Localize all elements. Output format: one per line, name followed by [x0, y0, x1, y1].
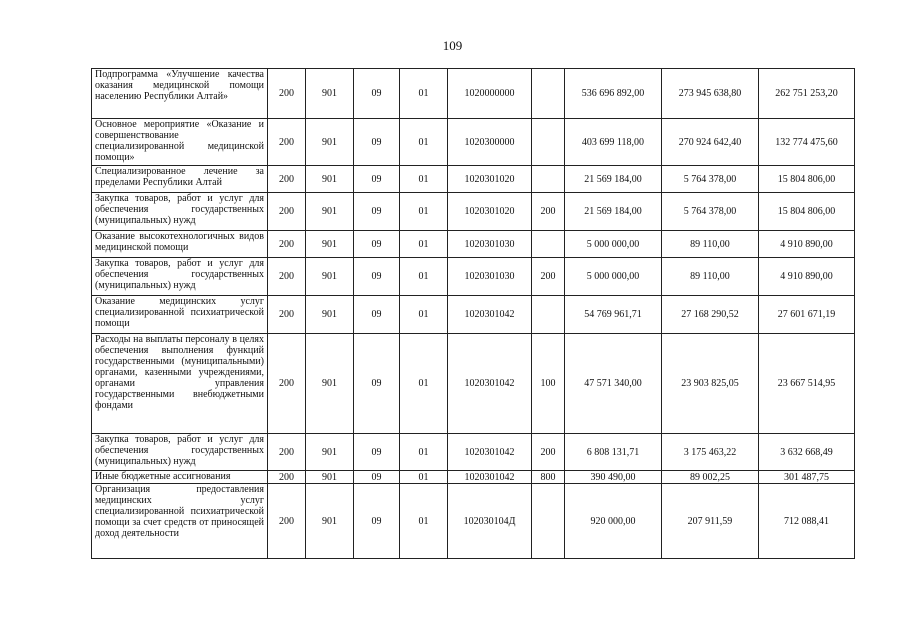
approved-amount-cell: 403 699 118,00	[565, 119, 662, 166]
table-row	[92, 334, 855, 434]
row-name-cell: Расходы на выплаты персоналу в целях обеспечения выполнения функций государственными (муниципальными) органами, казенными учреждениями, органами управления государственными внебюджетными фондами	[92, 334, 268, 434]
target-code-cell: 1020301042	[448, 471, 532, 484]
subsection-code-cell: 01	[400, 484, 448, 559]
table-row	[92, 193, 855, 231]
ministry-code-cell: 901	[306, 434, 354, 471]
executed-amount-cell: 207 911,59	[662, 484, 759, 559]
table-row	[92, 434, 855, 471]
ministry-code-cell: 901	[306, 471, 354, 484]
code-200-cell: 200	[268, 334, 306, 434]
expense-type-cell	[532, 296, 565, 334]
budget-table	[91, 68, 855, 559]
remaining-amount-cell: 15 804 806,00	[759, 166, 855, 193]
table-row	[92, 471, 855, 484]
subsection-code-cell: 01	[400, 231, 448, 258]
row-name-cell: Иные бюджетные ассигнования	[92, 471, 268, 484]
subsection-code-cell: 01	[400, 434, 448, 471]
subsection-code-cell: 01	[400, 296, 448, 334]
expense-type-cell: 200	[532, 258, 565, 296]
table-row	[92, 119, 855, 166]
section-code-cell: 09	[354, 258, 400, 296]
row-name-cell: Закупка товаров, работ и услуг для обеспечения государственных (муниципальных) нужд	[92, 434, 268, 471]
code-200-cell: 200	[268, 484, 306, 559]
section-code-cell: 09	[354, 296, 400, 334]
subsection-code-cell: 01	[400, 166, 448, 193]
expense-type-cell: 200	[532, 193, 565, 231]
code-200-cell: 200	[268, 296, 306, 334]
code-200-cell: 200	[268, 193, 306, 231]
expense-type-cell: 100	[532, 334, 565, 434]
approved-amount-cell: 21 569 184,00	[565, 166, 662, 193]
approved-amount-cell: 5 000 000,00	[565, 258, 662, 296]
table-row	[92, 484, 855, 559]
remaining-amount-cell: 15 804 806,00	[759, 193, 855, 231]
ministry-code-cell: 901	[306, 258, 354, 296]
remaining-amount-cell: 712 088,41	[759, 484, 855, 559]
remaining-amount-cell: 27 601 671,19	[759, 296, 855, 334]
executed-amount-cell: 23 903 825,05	[662, 334, 759, 434]
page-number: 109	[442, 38, 463, 53]
remaining-amount-cell: 23 667 514,95	[759, 334, 855, 434]
code-200-cell: 200	[268, 166, 306, 193]
target-code-cell: 1020301020	[448, 166, 532, 193]
expense-type-cell: 200	[532, 434, 565, 471]
approved-amount-cell: 536 696 892,00	[565, 69, 662, 119]
target-code-cell: 1020301020	[448, 193, 532, 231]
ministry-code-cell: 901	[306, 484, 354, 559]
remaining-amount-cell: 4 910 890,00	[759, 231, 855, 258]
table-row	[92, 231, 855, 258]
section-code-cell: 09	[354, 334, 400, 434]
executed-amount-cell: 5 764 378,00	[662, 166, 759, 193]
target-code-cell: 1020301042	[448, 334, 532, 434]
target-code-cell: 102030104Д	[448, 484, 532, 559]
ministry-code-cell: 901	[306, 166, 354, 193]
code-200-cell: 200	[268, 231, 306, 258]
executed-amount-cell: 89 110,00	[662, 231, 759, 258]
executed-amount-cell: 89 110,00	[662, 258, 759, 296]
expense-type-cell	[532, 231, 565, 258]
section-code-cell: 09	[354, 471, 400, 484]
target-code-cell: 1020301042	[448, 296, 532, 334]
remaining-amount-cell: 4 910 890,00	[759, 258, 855, 296]
approved-amount-cell: 390 490,00	[565, 471, 662, 484]
target-code-cell: 1020301030	[448, 258, 532, 296]
subsection-code-cell: 01	[400, 69, 448, 119]
approved-amount-cell: 21 569 184,00	[565, 193, 662, 231]
ministry-code-cell: 901	[306, 334, 354, 434]
row-name-cell: Оказание медицинских услуг специализированной психиатрической помощи	[92, 296, 268, 334]
remaining-amount-cell: 262 751 253,20	[759, 69, 855, 119]
remaining-amount-cell: 3 632 668,49	[759, 434, 855, 471]
section-code-cell: 09	[354, 434, 400, 471]
subsection-code-cell: 01	[400, 258, 448, 296]
section-code-cell: 09	[354, 231, 400, 258]
expense-type-cell	[532, 166, 565, 193]
expense-type-cell	[532, 119, 565, 166]
subsection-code-cell: 01	[400, 471, 448, 484]
ministry-code-cell: 901	[306, 231, 354, 258]
ministry-code-cell: 901	[306, 69, 354, 119]
subsection-code-cell: 01	[400, 193, 448, 231]
executed-amount-cell: 89 002,25	[662, 471, 759, 484]
code-200-cell: 200	[268, 69, 306, 119]
row-name-cell: Основное мероприятие «Оказание и совершенствование специализированной медицинской помощи»	[92, 119, 268, 166]
section-code-cell: 09	[354, 193, 400, 231]
target-code-cell: 1020000000	[448, 69, 532, 119]
executed-amount-cell: 27 168 290,52	[662, 296, 759, 334]
executed-amount-cell: 3 175 463,22	[662, 434, 759, 471]
table-row	[92, 258, 855, 296]
subsection-code-cell: 01	[400, 119, 448, 166]
section-code-cell: 09	[354, 119, 400, 166]
ministry-code-cell: 901	[306, 296, 354, 334]
code-200-cell: 200	[268, 471, 306, 484]
table-row	[92, 296, 855, 334]
remaining-amount-cell: 132 774 475,60	[759, 119, 855, 166]
approved-amount-cell: 47 571 340,00	[565, 334, 662, 434]
ministry-code-cell: 901	[306, 119, 354, 166]
code-200-cell: 200	[268, 119, 306, 166]
row-name-cell: Оказание высокотехнологичных видов медицинской помощи	[92, 231, 268, 258]
executed-amount-cell: 273 945 638,80	[662, 69, 759, 119]
remaining-amount-cell: 301 487,75	[759, 471, 855, 484]
code-200-cell: 200	[268, 434, 306, 471]
approved-amount-cell: 6 808 131,71	[565, 434, 662, 471]
approved-amount-cell: 5 000 000,00	[565, 231, 662, 258]
section-code-cell: 09	[354, 484, 400, 559]
section-code-cell: 09	[354, 69, 400, 119]
table-row	[92, 69, 855, 119]
executed-amount-cell: 270 924 642,40	[662, 119, 759, 166]
row-name-cell: Специализированное лечение за пределами Республики Алтай	[92, 166, 268, 193]
table-row	[92, 166, 855, 193]
approved-amount-cell: 54 769 961,71	[565, 296, 662, 334]
table-body	[92, 69, 855, 559]
approved-amount-cell: 920 000,00	[565, 484, 662, 559]
expense-type-cell	[532, 484, 565, 559]
row-name-cell: Закупка товаров, работ и услуг для обеспечения государственных (муниципальных) нужд	[92, 258, 268, 296]
target-code-cell: 1020301030	[448, 231, 532, 258]
ministry-code-cell: 901	[306, 193, 354, 231]
expense-type-cell: 800	[532, 471, 565, 484]
target-code-cell: 1020301042	[448, 434, 532, 471]
row-name-cell: Организация предоставления медицинских услуг специализированной психиатрической помощи за счет средств от приносящей доход деятельности	[92, 484, 268, 559]
row-name-cell: Подпрограмма «Улучшение качества оказания медицинской помощи населению Республики Алтай»	[92, 69, 268, 119]
expense-type-cell	[532, 69, 565, 119]
code-200-cell: 200	[268, 258, 306, 296]
row-name-cell: Закупка товаров, работ и услуг для обеспечения государственных (муниципальных) нужд	[92, 193, 268, 231]
subsection-code-cell: 01	[400, 334, 448, 434]
target-code-cell: 1020300000	[448, 119, 532, 166]
section-code-cell: 09	[354, 166, 400, 193]
executed-amount-cell: 5 764 378,00	[662, 193, 759, 231]
